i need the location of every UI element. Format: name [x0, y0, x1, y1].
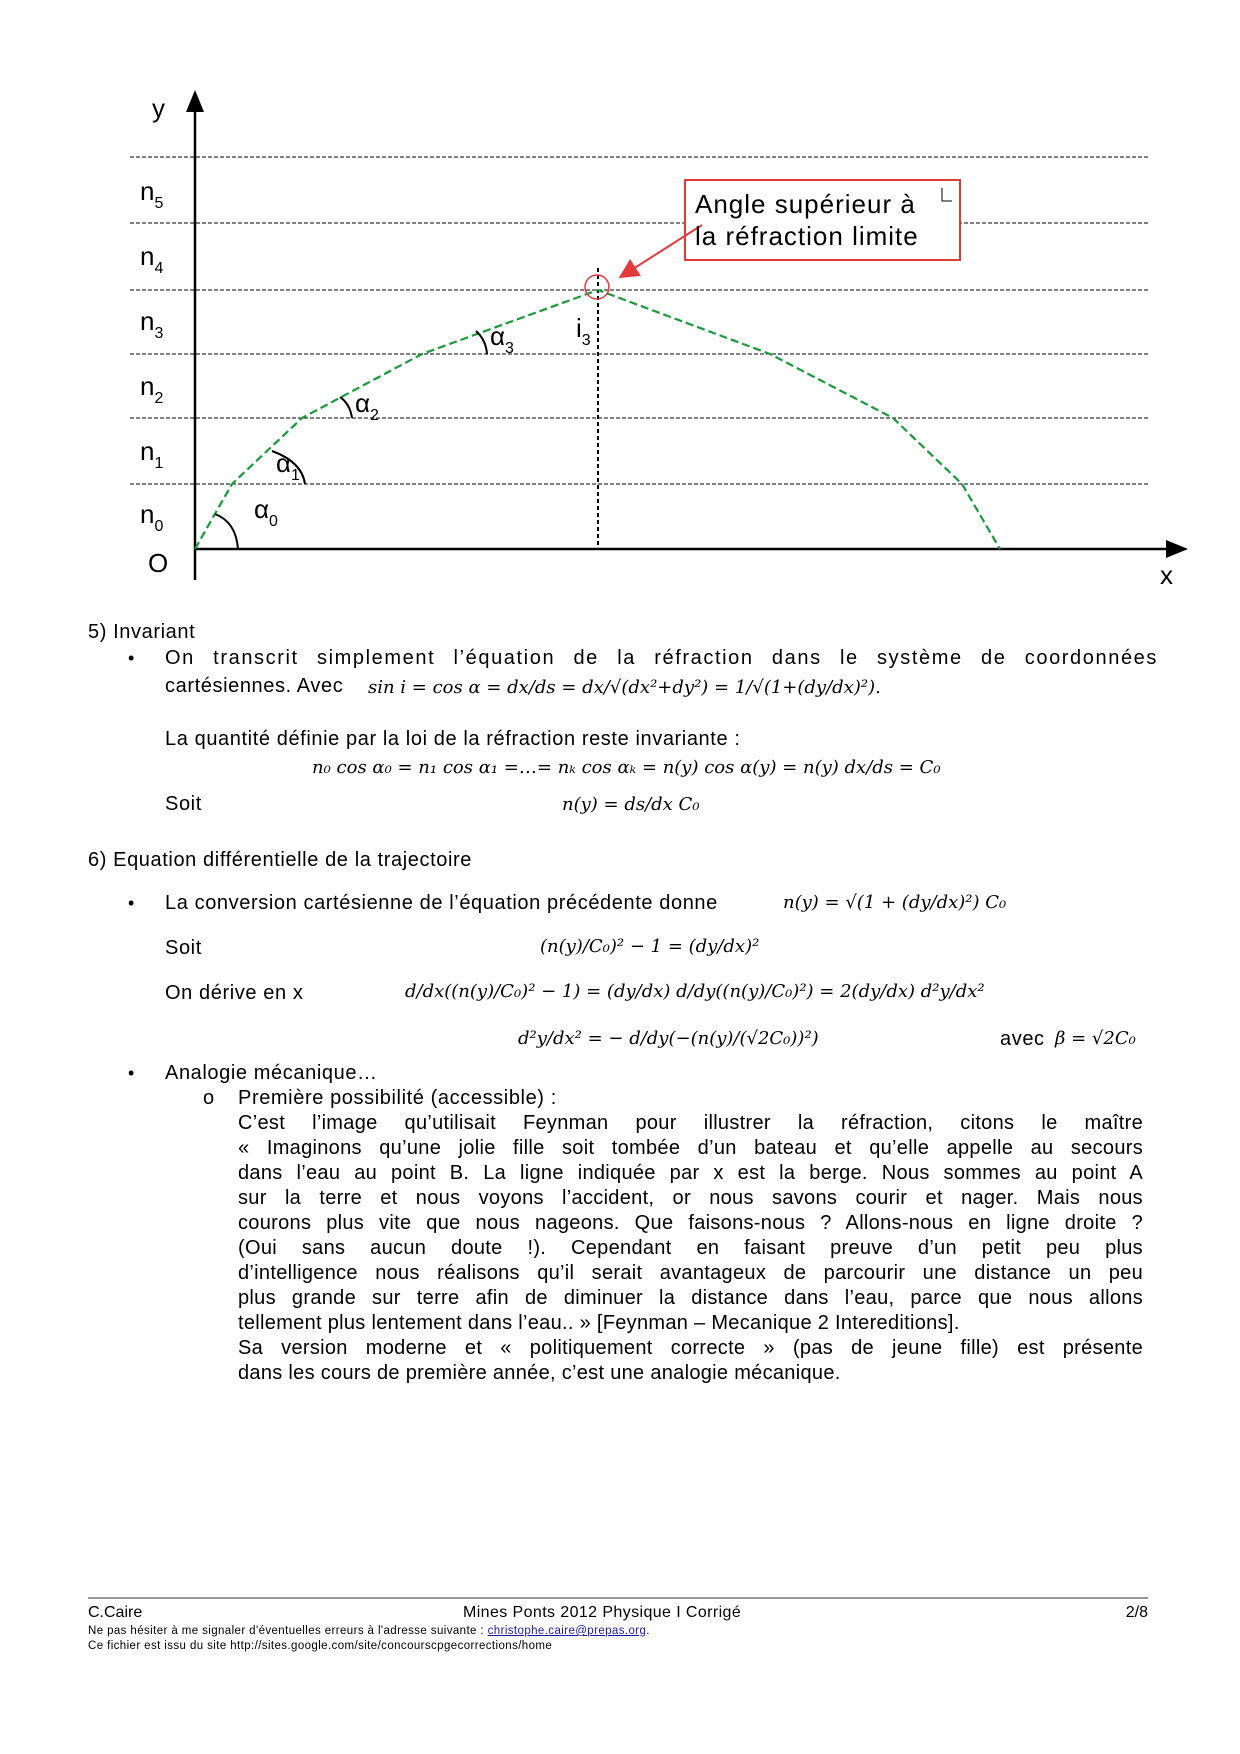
axis-label-x: x: [1160, 560, 1173, 590]
quote-line: courons plus vite que nous nageons. Que faisons-nous ? Allons-nous en ligne droite ?: [238, 1212, 1143, 1234]
angle-labels: [254, 313, 591, 530]
quote-line: sur la terre et nous voyons l’accident, or nous savons courir et nager. Mais nous: [238, 1187, 1143, 1209]
footer-email-link[interactable]: christophe.caire@prepas.org: [487, 1625, 647, 1637]
section5-eq2: n₀ cos α₀ = n₁ cos α₁ =…= nₖ cos αₖ = n(y) cos α(y) = n(y) dx/ds = C₀: [312, 757, 941, 778]
x-axis-arrow-icon: [1166, 540, 1188, 558]
footer-note1: Ne pas hésiter à me signaler d'éventuelles erreurs à l'adresse suivante : christophe.caire@prepas.org.: [88, 1625, 650, 1637]
svg-text:α2: $\alpha_2$: [355, 388, 379, 424]
angle-label: α: [254, 494, 270, 524]
section5-bullet1-line1: On transcrit simplement l’équation de la réfraction dans le système de coordonnées: [165, 647, 1158, 669]
section6-soit: Soit: [165, 937, 202, 959]
refraction-diagram: [0, 0, 1240, 600]
footer-title: Mines Ponts 2012 Physique I Corrigé: [463, 1604, 742, 1621]
section6-eq4: d²y/dx² = − d/dy(−(n(y)/(√2C₀))²): [518, 1028, 819, 1049]
angle-label: α: [355, 388, 371, 418]
bullet-icon: •: [128, 893, 135, 913]
footer-note2: Ce fichier est issu du site http://sites.google.com/site/concourscpgecorrections/home: [88, 1640, 553, 1652]
footer-author: C.Caire: [88, 1604, 143, 1621]
sub-bullet-marker: o: [203, 1087, 215, 1109]
svg-text:n3: $n_3$: [140, 306, 164, 342]
section5-soit: Soit: [165, 793, 202, 815]
section5-title: 5) Invariant: [88, 621, 196, 643]
origin-label: O: [148, 548, 169, 578]
svg-text:n2: $n_2$: [140, 371, 164, 407]
layer-labels: [140, 176, 163, 535]
layer-label: n: [140, 436, 155, 466]
section6-sub1: Première possibilité (accessible) :: [238, 1087, 557, 1109]
svg-text:i3: $i_3$: [576, 313, 591, 349]
axes: [186, 90, 1188, 580]
layer-label: n: [140, 306, 155, 336]
footer-row: [88, 1604, 1148, 1626]
axis-label-y: y: [152, 93, 165, 123]
feynman-quote: [238, 1111, 1143, 1386]
layer-label: n: [140, 499, 155, 529]
section5-bullet1-line2: cartésiennes. Avec: [165, 675, 344, 697]
section6-title: 6) Equation différentielle de la trajectoire: [88, 849, 473, 871]
section5-eq1: sin i = cos α = dx/ds = dx/√(dx²+dy²) = 1/√(1+(dy/dx)²).: [368, 677, 881, 698]
section6-avec: avec: [1000, 1028, 1045, 1050]
footer-page: 2/8: [1125, 1604, 1148, 1621]
section6-derive: On dérive en x: [165, 982, 304, 1004]
section6-bullet2: Analogie mécanique…: [165, 1062, 378, 1084]
quote-line: dans l’eau au point B. La ligne indiquée par x est la berge. Nous sommes au point A: [238, 1162, 1143, 1184]
section6-eq3: d/dx((n(y)/C₀)² − 1) = (dy/dx) d/dy((n(y)/C₀)²) = 2(dy/dx) d²y/dx²: [405, 981, 985, 1002]
section5-quantity-text: La quantité définie par la loi de la réfraction reste invariante :: [165, 728, 741, 750]
quote-line: plus grande sur terre afin de diminuer la distance dans l’eau, parce que nous allons: [238, 1287, 1143, 1309]
layer-label: n: [140, 241, 155, 271]
callout-line2: la réfraction limite: [695, 221, 919, 251]
svg-text:α3: $\alpha_3$: [490, 321, 514, 357]
quote-line: Sa version moderne et « politiquement correcte » (pas de jeune fille) est présente: [238, 1337, 1143, 1359]
svg-text:n1: $n_1$: [140, 436, 164, 472]
quote-line: dans les cours de première année, c’est une analogie mécanique.: [238, 1362, 841, 1384]
section5-eq3: n(y) = ds/dx C₀: [562, 794, 700, 815]
section6-eq1: n(y) = √(1 + (dy/dx)²) C₀: [783, 892, 1007, 913]
svg-text:n0: $n_0$: [140, 499, 164, 535]
quote-line: (Oui sans aucun doute !). Cependant en faisant preuve d’un petit peu plus: [238, 1237, 1143, 1259]
ray-path: [195, 290, 1000, 549]
quote-line: tellement plus lentement dans l’eau.. » [Feynman – Mecanique 2 Intereditions].: [238, 1312, 960, 1334]
callout-line1: Angle supérieur à: [695, 189, 916, 219]
section6-eq5: β = √2C₀: [1055, 1028, 1136, 1049]
layer-label: n: [140, 371, 155, 401]
layer-label: n: [140, 176, 155, 206]
quote-line: C’est l’image qu’utilisait Feynman pour illustrer la réfraction, citons le maître: [238, 1112, 1143, 1134]
incidence-label: i: [576, 313, 582, 343]
y-axis-arrow-icon: [186, 90, 204, 112]
section6-bullet1: La conversion cartésienne de l’équation précédente donne: [165, 892, 718, 914]
quote-line: d’intelligence nous réalisons qu’il serait avantageux de parcourir une distance un peu: [238, 1262, 1143, 1284]
svg-text:α0: $\alpha_0$: [254, 494, 278, 530]
quote-line: « Imaginons qu’une jolie fille soit tombée d’un bateau et qu’elle appelle au secours: [238, 1137, 1143, 1159]
svg-text:n4: $n_4$: [140, 241, 164, 277]
bullet-icon: •: [128, 648, 135, 668]
angle-label: α: [490, 321, 506, 351]
section6-eq2: (n(y)/C₀)² − 1 = (dy/dx)²: [540, 936, 760, 957]
svg-text:α1: $\alpha_1$: [276, 448, 300, 484]
svg-text:n5: $n_5$: [140, 176, 164, 212]
footer-divider: [88, 1597, 1148, 1599]
angle-label: α: [276, 448, 292, 478]
footer-note1-text: Ne pas hésiter à me signaler d'éventuelles erreurs à l'adresse suivante :: [88, 1625, 485, 1637]
bullet-icon: •: [128, 1063, 135, 1083]
